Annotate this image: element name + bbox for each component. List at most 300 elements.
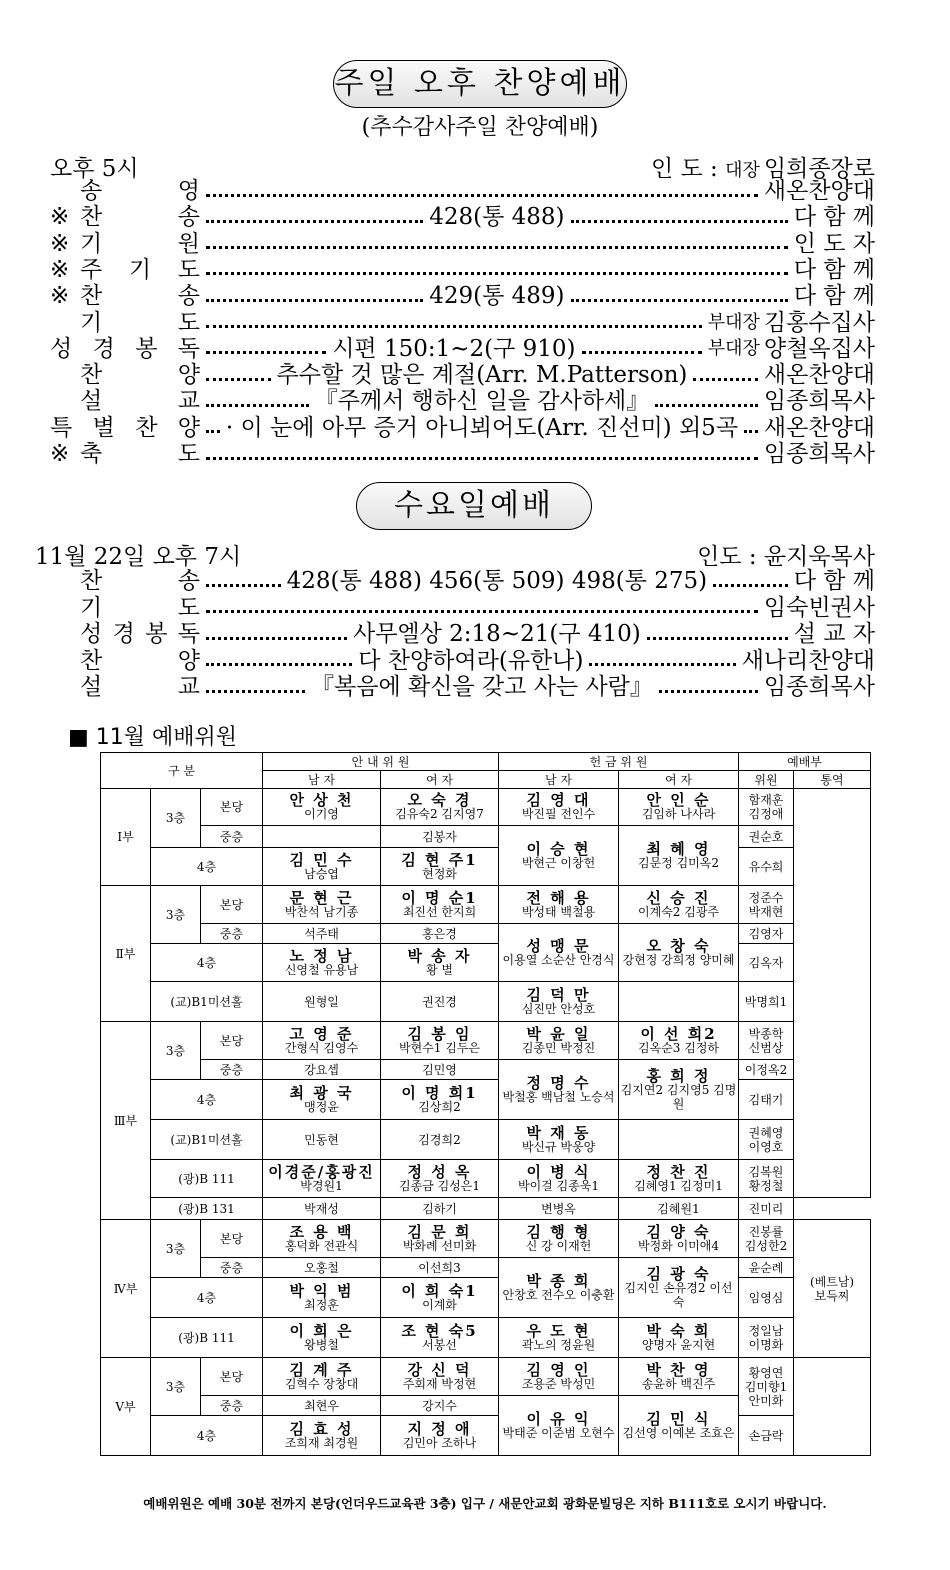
interp-cell — [794, 1358, 871, 1456]
group-label: Ⅲ부 — [101, 1022, 151, 1220]
roster-cell — [263, 982, 381, 1022]
roster-names: 송윤하 백진주 — [641, 1376, 716, 1391]
roster-names: 김옥순3 김정하 — [638, 1040, 720, 1055]
roster-cell — [499, 826, 619, 886]
sunday-time: 오후 5시 — [50, 156, 139, 182]
roster-cell — [619, 924, 739, 982]
group-label: Ⅳ부 — [101, 1220, 151, 1358]
roster-name: 최 광 국 — [289, 1083, 354, 1102]
roster-name: 정 성 옥 — [407, 1162, 472, 1181]
roster-cell — [263, 1080, 381, 1120]
order-person: 다 함 께 — [793, 204, 875, 231]
roster-name: 이 희 숙1 — [401, 1281, 478, 1300]
roster-names: 곽노의 정윤원 — [521, 1337, 596, 1352]
floor-cell: 4층 — [151, 944, 263, 982]
roster-cell — [619, 1022, 739, 1060]
loc-cell: 중층 — [201, 1060, 263, 1080]
roster-names: 주회재 박정현 — [402, 1376, 477, 1391]
wednesday-title: 수요일예배 — [356, 482, 592, 530]
roster-cell — [381, 789, 499, 826]
roster-cell — [381, 848, 499, 886]
roster-names: 황 별 — [426, 962, 454, 977]
roster-name: 조 용 백 — [289, 1222, 354, 1241]
order-label: 설 교 — [80, 388, 200, 415]
roster-cell — [263, 1416, 381, 1456]
loc-cell: (광)B 111 — [151, 1160, 263, 1198]
roster-names: 신영철 유용남 — [284, 962, 359, 977]
roster-name: 강 신 덕 — [407, 1360, 472, 1379]
roster-name: 최 혜 영 — [646, 839, 711, 858]
roster-cell — [263, 1258, 381, 1278]
loc-cell: 중층 — [201, 1258, 263, 1278]
order-label: 찬 송 — [80, 283, 200, 310]
roster-cell — [619, 982, 739, 1022]
group-label: Ⅱ부 — [101, 886, 151, 1022]
order-label: 성 경 봉 독 — [80, 621, 200, 647]
sunday-item — [50, 231, 875, 257]
floor-cell: 4층 — [151, 848, 263, 886]
roster-cell — [381, 1258, 499, 1278]
wednesday-header — [35, 538, 875, 571]
roster-name: 우 도 현 — [526, 1321, 591, 1340]
roster-cell — [381, 1358, 499, 1396]
roster-names: 최진선 한지희 — [402, 904, 477, 919]
roster-names: 맹정윤 — [304, 1099, 339, 1114]
col-offering-male: 남 자 — [499, 771, 619, 789]
roster-cell — [499, 1396, 619, 1456]
order-person: 설 교 자 — [793, 621, 875, 647]
roster-cell — [263, 1396, 381, 1416]
order-person: 김홍수집사 — [763, 309, 875, 336]
roster-names: 김문정 김미옥2 — [638, 855, 720, 870]
roster-cell — [263, 1022, 381, 1060]
roster-cell — [619, 1318, 739, 1358]
interpreter-cell: (베트남) 보득찌 — [794, 1220, 871, 1358]
roster-names: 박정화 이미애4 — [638, 1238, 720, 1253]
roster-name: 홍 희 정 — [646, 1066, 711, 1085]
order-person: 임종희목사 — [763, 441, 875, 467]
roster-cell — [381, 1198, 499, 1220]
sunday-item — [50, 388, 875, 414]
sunday-item — [50, 283, 875, 309]
sunday-item — [50, 441, 875, 467]
roster-cell — [381, 886, 499, 924]
col-offering: 헌 금 위 원 — [499, 753, 739, 771]
roster-names: 조희재 최경원 — [284, 1435, 359, 1450]
floor-cell: 3층 — [151, 1358, 201, 1416]
roster-names: 이용열 소순산 안경식 — [502, 952, 615, 967]
loc-cell: 본당 — [201, 1358, 263, 1396]
order-detail: 다 찬양하여라(유한나) — [358, 647, 584, 674]
roster-cell — [381, 1080, 499, 1120]
prep-cell: 박명희1 — [739, 982, 794, 1022]
roster-names: 강지수 — [422, 1398, 457, 1413]
roster-cell — [263, 1120, 381, 1160]
prep-cell: 함재훈 김정애 — [739, 789, 794, 826]
prep-cell: 유수희 — [739, 848, 794, 886]
roster-cell — [619, 1160, 739, 1198]
loc-cell: 본당 — [201, 1022, 263, 1060]
prep-cell: 김태기 — [739, 1080, 794, 1120]
order-person: 새나리찬양대 — [741, 647, 876, 674]
order-label: 기 도 — [80, 594, 200, 621]
roster-names: 김혜영1 김정미1 — [634, 1178, 723, 1193]
loc-cell: (교)B1미션홀 — [151, 982, 263, 1022]
order-person: 임숙빈권사 — [763, 594, 875, 621]
order-person: 새온찬양대 — [763, 178, 875, 204]
roster-name: 김 덕 만 — [526, 985, 591, 1004]
roster-cell — [381, 1278, 499, 1318]
roster-cell — [381, 944, 499, 982]
roster-cell — [619, 1258, 739, 1318]
prep-cell: 이정옥2 — [739, 1060, 794, 1080]
floor-cell: 3층 — [151, 789, 201, 848]
roster-names: 김종금 김성은1 — [399, 1178, 481, 1193]
roster-names: 박경원1 — [300, 1178, 343, 1193]
sunday-title: 주일 오후 찬양예배 — [333, 60, 627, 108]
roster-names: 석주태 — [304, 926, 339, 941]
roster-name: 이 유 익 — [526, 1409, 591, 1428]
loc-cell: (광)B 131 — [151, 1198, 263, 1220]
order-person: 다 함 께 — [793, 283, 875, 310]
roster-names: 심진만 안성호 — [521, 1001, 596, 1016]
roster-name: 박 윤 일 — [526, 1024, 591, 1043]
roster-names: 김지연2 김지영5 김명원 — [620, 1082, 737, 1111]
roster-name: 김 현 주1 — [401, 850, 478, 869]
roster-names: 김지인 손유경2 이선숙 — [624, 1280, 733, 1309]
prep-cell: 김복원 황정철 — [739, 1160, 794, 1198]
sunday-item — [50, 336, 875, 362]
roster-name: 김 광 숙 — [646, 1264, 711, 1283]
roster-names: 강현정 강희정 양미혜 — [622, 952, 735, 967]
loc-cell: 중층 — [201, 1396, 263, 1416]
roster-cell — [619, 1220, 739, 1258]
order-label: 찬 송 — [80, 204, 200, 231]
roster-table — [100, 752, 871, 1456]
roster-name: 김 계 주 — [289, 1360, 354, 1379]
col-offering-female: 여 자 — [619, 771, 739, 789]
roster-names: 민동현 — [304, 1132, 339, 1147]
col-member: 위원 — [739, 771, 794, 789]
roster-name: 박 익 범 — [289, 1281, 354, 1300]
col-prep: 예배부 — [739, 753, 871, 771]
required-standing-mark: ※ — [50, 283, 70, 310]
roster-name: 김 효 성 — [289, 1419, 354, 1438]
roster-names: 이계화 — [422, 1297, 457, 1312]
sunday-item — [50, 415, 875, 441]
roster-name: 김 문 희 — [407, 1222, 472, 1241]
required-standing-mark: ※ — [50, 441, 70, 467]
order-detail: 『주께서 행하신 일을 감사하세』 — [314, 388, 650, 415]
roster-cell — [619, 789, 739, 826]
roster-names: 서봉선 — [422, 1337, 457, 1352]
wednesday-leader: 인도 : 윤지욱목사 — [697, 544, 875, 570]
floor-cell: 3층 — [151, 886, 201, 944]
roster-cell — [381, 1396, 499, 1416]
roster-cell — [263, 1198, 381, 1220]
roster-names: 김상희2 — [418, 1099, 461, 1114]
roster-cell — [381, 1220, 499, 1258]
roster-cell — [499, 1120, 619, 1160]
roster-names: 왕병철 — [304, 1337, 339, 1352]
order-person: 다 함 께 — [793, 568, 876, 594]
roster-name: 김 행 형 — [526, 1222, 591, 1241]
roster-names: 김경희2 — [418, 1132, 461, 1147]
sunday-subtitle: (추수감사주일 찬양예배) — [361, 115, 599, 140]
order-label: 찬 송 — [80, 568, 200, 594]
roster-name: 김 양 숙 — [646, 1222, 711, 1241]
roster-names: 박철홍 백남철 노승석 — [502, 1089, 615, 1104]
roster-names: 홍은경 — [422, 926, 457, 941]
order-detail: 사무엘상 2:18~21(구 410) — [352, 621, 641, 647]
loc-cell: 중층 — [201, 924, 263, 944]
order-label: 찬 양 — [80, 362, 200, 389]
roster-names: 박현수1 김두은 — [399, 1040, 481, 1055]
roster-names: 오홍철 — [304, 1260, 339, 1275]
order-label: 특 별 찬 양 — [50, 414, 200, 441]
roster-cell — [381, 982, 499, 1022]
roster-name: 이 명 순1 — [401, 888, 478, 907]
roster-name: 안 인 순 — [646, 791, 711, 809]
roster-names: 박현근 이창헌 — [521, 855, 596, 870]
roster-names: 박이걸 김종욱1 — [518, 1178, 600, 1193]
prep-cell: 윤순례 — [739, 1258, 794, 1278]
roster-name: 김 민 식 — [646, 1409, 711, 1428]
roster-name: 노 정 남 — [289, 946, 354, 965]
roster-cell — [381, 1318, 499, 1358]
roster-cell — [499, 1318, 619, 1358]
roster-cell — [263, 1160, 381, 1198]
roster-names: 최현우 — [304, 1398, 339, 1413]
roster-names: 강요셉 — [304, 1062, 339, 1077]
roster-cell — [499, 886, 619, 924]
roster-cell — [263, 1060, 381, 1080]
roster-name: 정 명 수 — [526, 1073, 591, 1092]
wednesday-item — [80, 568, 875, 594]
roster-name: 이 명 희1 — [401, 1083, 478, 1102]
roster-names: 박재성 — [304, 1201, 339, 1216]
roster-name: 이경준/홍광진 — [268, 1162, 375, 1181]
loc-cell: 본당 — [201, 886, 263, 924]
order-label: 주 기 도 — [80, 256, 200, 283]
roster-cell — [499, 789, 619, 826]
floor-cell: 4층 — [151, 1278, 263, 1318]
roster-names: 양명자 윤지현 — [641, 1337, 716, 1352]
loc-cell: (교)B1미션홀 — [151, 1120, 263, 1160]
roster-cell — [381, 1120, 499, 1160]
wednesday-date: 11월 22일 오후 7시 — [35, 544, 242, 570]
order-person: 새온찬양대 — [763, 414, 876, 441]
col-guide-female: 여 자 — [381, 771, 499, 789]
roster-cell — [263, 789, 381, 826]
order-detail: · 이 눈에 아무 증거 아니뵈어도(Arr. 진선미) 외5곡 — [225, 414, 739, 441]
prep-cell: 박종학 신범상 — [739, 1022, 794, 1060]
prep-cell: 정준수 박재현 — [739, 886, 794, 924]
roster-names: 박진필 전인수 — [521, 807, 596, 821]
roster-cell — [263, 944, 381, 982]
roster-title: ■ 11월 예배위원 — [68, 725, 238, 750]
roster-names: 현정화 — [422, 866, 457, 881]
roster-names: 박찬석 남기종 — [284, 904, 359, 919]
roster-cell — [263, 924, 381, 944]
roster-names: 박성태 백철용 — [521, 904, 596, 919]
roster-name: 박 찬 영 — [646, 1360, 711, 1379]
roster-name: 박 종 희 — [526, 1271, 591, 1290]
roster-name: 김 영 대 — [526, 791, 591, 809]
roster-cell — [263, 848, 381, 886]
roster-name: 이 병 식 — [526, 1162, 591, 1181]
order-person: 임종희목사 — [763, 388, 875, 415]
roster-cell — [619, 1358, 739, 1396]
roster-name: 이 희 은 — [289, 1321, 354, 1340]
roster-cell — [381, 826, 499, 848]
required-standing-mark: ※ — [50, 204, 70, 231]
prep-cell: 진봉률 김성한2 — [739, 1220, 794, 1258]
roster-cell — [499, 924, 619, 982]
prep-cell: 임영심 — [739, 1278, 794, 1318]
roster-cell — [263, 1278, 381, 1318]
roster-cell — [381, 1416, 499, 1456]
order-label: 성 경 봉 독 — [50, 335, 200, 362]
roster-name: 박 숙 희 — [646, 1321, 711, 1340]
roster-names: 안창호 전수오 이충환 — [502, 1287, 615, 1302]
order-person: 임종희목사 — [763, 674, 875, 700]
roster-name: 김 영 인 — [526, 1360, 591, 1379]
roster-cell — [619, 1198, 739, 1220]
roster-cell — [619, 1396, 739, 1456]
roster-name: 김 민 수 — [289, 850, 354, 869]
prep-cell: 황영연 김미향1 안미화 — [739, 1358, 794, 1416]
roster-names: 박신규 박웅양 — [521, 1139, 596, 1154]
order-label: 설 교 — [80, 674, 200, 700]
roster-cell — [381, 1022, 499, 1060]
roster-names: 이기영 — [304, 807, 339, 821]
roster-cell — [499, 982, 619, 1022]
prep-cell: 정일남 이명화 — [739, 1318, 794, 1358]
roster-cell — [263, 1318, 381, 1358]
roster-name: 오 창 숙 — [646, 936, 711, 955]
roster-cell — [619, 886, 739, 924]
loc-cell: (광)B 111 — [151, 1318, 263, 1358]
roster-name: 박 송 자 — [407, 946, 472, 965]
order-detail: 추수할 것 많은 계절(Arr. M.Patterson) — [276, 362, 688, 389]
roster-cell — [263, 1220, 381, 1258]
order-detail: 429(통 489) — [429, 283, 565, 310]
roster-name: 이 선 희2 — [640, 1024, 717, 1043]
prep-cell: 권혜영 이영호 — [739, 1120, 794, 1160]
order-person: 새온찬양대 — [763, 362, 876, 389]
roster-names: 이계숙2 김광주 — [638, 904, 720, 919]
floor-cell: 4층 — [151, 1080, 263, 1120]
roster-names: 김혁수 장창대 — [284, 1376, 359, 1391]
roster-name: 안 상 천 — [289, 791, 354, 809]
order-label: 찬 양 — [80, 647, 200, 674]
loc-cell: 본당 — [201, 1220, 263, 1258]
roster-names: 조용준 박성민 — [521, 1376, 596, 1391]
prep-cell: 김옥자 — [739, 944, 794, 982]
roster-cell — [381, 1160, 499, 1198]
wednesday-item — [80, 648, 875, 674]
roster-cell — [619, 826, 739, 886]
wednesday-item — [80, 595, 875, 621]
roster-name: 박 재 동 — [526, 1123, 591, 1142]
sunday-leader: 인 도 : 대장 임희종장로 — [651, 156, 875, 182]
roster-names: 김혜원1 — [657, 1201, 700, 1216]
roster-cell — [619, 1060, 739, 1120]
floor-cell: 3층 — [151, 1022, 201, 1080]
roster-names: 변병옥 — [541, 1201, 576, 1216]
roster-name: 문 현 근 — [289, 888, 354, 907]
roster-name: 신 승 진 — [646, 888, 711, 907]
floor-cell: 3층 — [151, 1220, 201, 1278]
roster-cell — [499, 1198, 619, 1220]
roster-cell — [499, 1220, 619, 1258]
order-person: 양철옥집사 — [763, 335, 876, 362]
roster-cell — [381, 1060, 499, 1080]
roster-name: 성 맹 문 — [526, 936, 591, 955]
roster-name: 조 현 숙5 — [401, 1321, 478, 1340]
roster-names: 최정훈 — [304, 1297, 339, 1312]
required-standing-mark: ※ — [50, 230, 70, 257]
roster-cell — [263, 886, 381, 924]
prep-cell: 권순호 — [739, 826, 794, 848]
order-label: 축 도 — [80, 441, 200, 467]
roster-names: 김임하 나사라 — [641, 807, 716, 821]
roster-name: 전 해 용 — [526, 888, 591, 907]
roster-names: 김하기 — [422, 1201, 457, 1216]
roster-names: 김민아 조하나 — [402, 1435, 477, 1450]
roster-names: 홍덕화 전관식 — [284, 1238, 359, 1253]
wednesday-item — [80, 621, 875, 647]
roster-names: 이선희3 — [418, 1260, 461, 1275]
wednesday-item — [80, 674, 875, 700]
roster-name: 이 승 현 — [526, 839, 591, 858]
sunday-item — [50, 310, 875, 336]
roster-cell — [499, 1022, 619, 1060]
footer-note: 예배위원은 예배 30분 전까지 본당(언더우드교육관 3층) 입구 / 새문안교회 광화문빌딩은 지하 B111호로 오시기 바랍니다. — [143, 1496, 827, 1511]
interp-cell — [794, 789, 871, 1198]
sunday-item — [50, 257, 875, 283]
roster-names: 김종민 박정진 — [521, 1040, 596, 1055]
roster-names: 김선영 이예본 조효은 — [622, 1425, 735, 1440]
order-detail: 428(통 488) — [429, 204, 565, 231]
roster-names: 박태준 이준범 오현수 — [502, 1425, 615, 1440]
prep-cell: 진미리 — [739, 1198, 794, 1220]
roster-cell — [263, 1358, 381, 1396]
order-person: 다 함 께 — [793, 256, 875, 283]
order-role: 부대장 — [707, 337, 760, 359]
loc-cell: 중층 — [201, 826, 263, 848]
roster-cell — [499, 1060, 619, 1120]
loc-cell: 본당 — [201, 789, 263, 826]
roster-name: 정 찬 진 — [646, 1162, 711, 1181]
floor-cell: 4층 — [151, 1416, 263, 1456]
prep-cell: 손금락 — [739, 1416, 794, 1456]
order-person: 인 도 자 — [793, 230, 875, 257]
roster-names: 김유숙2 김지영7 — [395, 807, 484, 821]
order-detail: 시편 150:1~2(구 910) — [332, 335, 576, 362]
roster-cell — [499, 1358, 619, 1396]
roster-name: 김 봉 임 — [407, 1024, 472, 1043]
roster-names: 원형일 — [304, 994, 339, 1009]
col-gubun: 구 분 — [101, 753, 263, 789]
order-label: 송 영 — [80, 178, 200, 204]
roster-cell — [499, 1160, 619, 1198]
sunday-item — [50, 362, 875, 388]
roster-cell — [499, 1258, 619, 1318]
roster-names: 김민영 — [422, 1062, 457, 1077]
roster-names: 남승엽 — [304, 866, 339, 881]
